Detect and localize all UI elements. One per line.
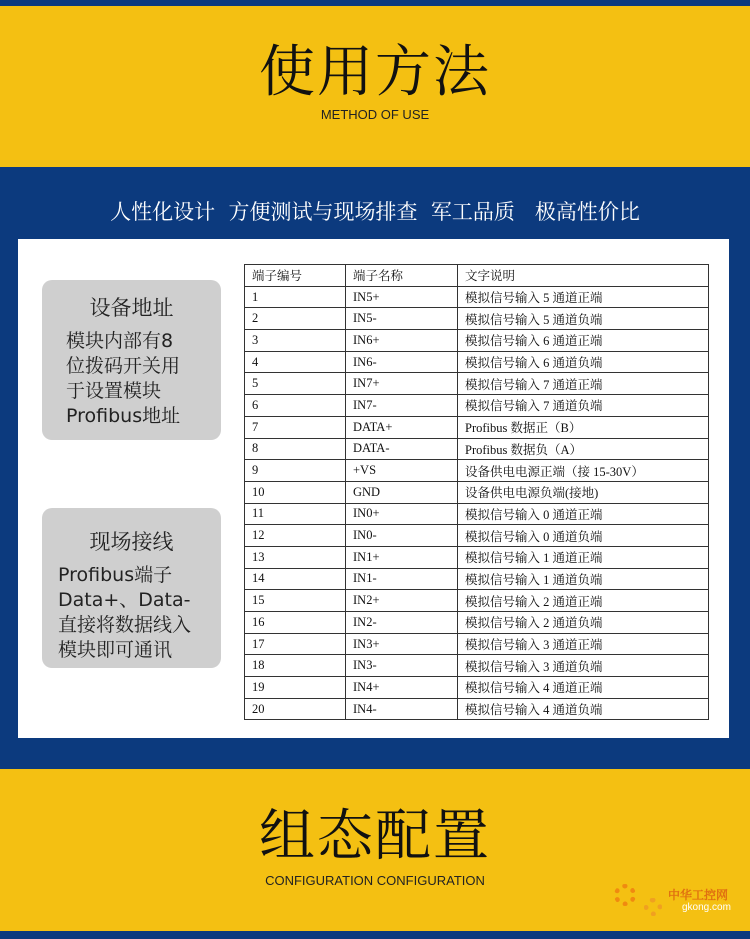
terminal-number-cell: 7	[245, 416, 346, 438]
table-row	[245, 503, 709, 525]
table-row	[245, 612, 709, 634]
column-header: 文字说明	[458, 265, 709, 287]
table-row	[245, 677, 709, 699]
description-cell: 模拟信号输入 7 通道正端	[458, 373, 709, 395]
description-cell: 模拟信号输入 6 通道负端	[458, 351, 709, 373]
description-cell: 模拟信号输入 6 通道正端	[458, 330, 709, 352]
description-cell: 模拟信号输入 3 通道正端	[458, 633, 709, 655]
terminal-name-cell: +VS	[346, 460, 458, 482]
description-cell: 设备供电电源负端(接地)	[458, 481, 709, 503]
terminal-name-cell: IN4+	[346, 677, 458, 699]
watermark-domain: gkong.com	[682, 902, 731, 913]
card-title: 设备地址	[89, 296, 174, 320]
table-row	[245, 590, 709, 612]
table-row	[245, 330, 709, 352]
gear-icon	[644, 898, 662, 916]
table-row	[245, 373, 709, 395]
terminal-name-cell: IN0-	[346, 525, 458, 547]
terminal-number-cell: 14	[245, 568, 346, 590]
card-body: 模块内部有8 位拨码开关用 于设置模块 Profibus地址	[66, 330, 181, 427]
terminal-name-cell: IN7-	[346, 395, 458, 417]
table-row	[245, 655, 709, 677]
bottom-stripe	[0, 931, 750, 939]
description-cell: 模拟信号输入 7 通道负端	[458, 395, 709, 417]
terminal-number-cell: 16	[245, 612, 346, 634]
terminal-number-cell: 17	[245, 633, 346, 655]
terminal-name-cell: IN3-	[346, 655, 458, 677]
description-cell: 模拟信号输入 1 通道正端	[458, 546, 709, 568]
terminal-number-cell: 13	[245, 546, 346, 568]
terminal-table	[244, 264, 709, 720]
terminal-number-cell: 10	[245, 481, 346, 503]
table-row	[245, 633, 709, 655]
terminal-number-cell: 12	[245, 525, 346, 547]
table-row	[245, 568, 709, 590]
table-row	[245, 546, 709, 568]
terminal-name-cell: IN6+	[346, 330, 458, 352]
terminal-name-cell: IN5-	[346, 308, 458, 330]
table-row	[245, 308, 709, 330]
table-row	[245, 286, 709, 308]
terminal-number-cell: 18	[245, 655, 346, 677]
description-cell: Profibus 数据负（A）	[458, 438, 709, 460]
terminal-number-cell: 8	[245, 438, 346, 460]
description-cell: Profibus 数据正（B）	[458, 416, 709, 438]
page-title: 使用方法	[259, 40, 491, 105]
table-row	[245, 416, 709, 438]
terminal-number-cell: 2	[245, 308, 346, 330]
description-cell: 模拟信号输入 5 通道负端	[458, 308, 709, 330]
table-row	[245, 698, 709, 720]
description-cell: 模拟信号输入 2 通道正端	[458, 590, 709, 612]
terminal-number-cell: 11	[245, 503, 346, 525]
description-cell: 模拟信号输入 2 通道负端	[458, 612, 709, 634]
field-wiring-card	[42, 508, 221, 668]
terminal-number-cell: 6	[245, 395, 346, 417]
device-address-card	[42, 280, 221, 440]
gear-icon	[614, 884, 636, 906]
top-stripe	[0, 0, 750, 6]
terminal-number-cell: 4	[245, 351, 346, 373]
terminal-name-cell: IN1-	[346, 568, 458, 590]
terminal-number-cell: 9	[245, 460, 346, 482]
terminal-name-cell: IN3+	[346, 633, 458, 655]
description-cell: 模拟信号输入 0 通道正端	[458, 503, 709, 525]
terminal-name-cell: IN6-	[346, 351, 458, 373]
column-header: 端子编号	[245, 265, 346, 287]
page-subtitle: METHOD OF USE	[320, 107, 430, 122]
terminal-number-cell: 19	[245, 677, 346, 699]
table-row	[245, 395, 709, 417]
table-row	[245, 481, 709, 503]
terminal-name-cell: IN5+	[346, 286, 458, 308]
watermark-site-name: 中华工控网	[668, 888, 729, 902]
description-cell: 模拟信号输入 0 通道负端	[458, 525, 709, 547]
card-title: 现场接线	[89, 530, 174, 554]
section-subtitle: CONFIGURATION CONFIGURATION	[265, 873, 485, 888]
description-cell: 模拟信号输入 1 通道负端	[458, 568, 709, 590]
description-cell: 设备供电电源正端（接 15-30V）	[458, 460, 709, 482]
terminal-name-cell: IN2-	[346, 612, 458, 634]
description-cell: 模拟信号输入 4 通道负端	[458, 698, 709, 720]
terminal-name-cell: DATA-	[346, 438, 458, 460]
card-body: Profibus端子 Data+、Data- 直接将数据线入 模块即可通讯	[58, 564, 192, 661]
table-row	[245, 460, 709, 482]
table-header-row	[245, 265, 709, 287]
description-cell: 模拟信号输入 5 通道正端	[458, 286, 709, 308]
terminal-name-cell: IN2+	[346, 590, 458, 612]
terminal-name-cell: IN1+	[346, 546, 458, 568]
table-row	[245, 438, 709, 460]
terminal-number-cell: 3	[245, 330, 346, 352]
terminal-name-cell: IN0+	[346, 503, 458, 525]
terminal-name-cell: IN7+	[346, 373, 458, 395]
description-cell: 模拟信号输入 4 通道正端	[458, 677, 709, 699]
table-row	[245, 351, 709, 373]
terminal-number-cell: 20	[245, 698, 346, 720]
watermark-logo	[612, 878, 742, 924]
terminal-name-cell: GND	[346, 481, 458, 503]
terminal-name-cell: DATA+	[346, 416, 458, 438]
terminal-name-cell: IN4-	[346, 698, 458, 720]
table-row	[245, 525, 709, 547]
terminal-number-cell: 15	[245, 590, 346, 612]
terminal-number-cell: 1	[245, 286, 346, 308]
section-title: 组态配置	[259, 804, 491, 869]
description-cell: 模拟信号输入 3 通道负端	[458, 655, 709, 677]
column-header: 端子名称	[346, 265, 458, 287]
terminal-number-cell: 5	[245, 373, 346, 395]
tagline: 人性化设计 方便测试与现场排查 军工品质 极高性价比	[110, 200, 640, 224]
